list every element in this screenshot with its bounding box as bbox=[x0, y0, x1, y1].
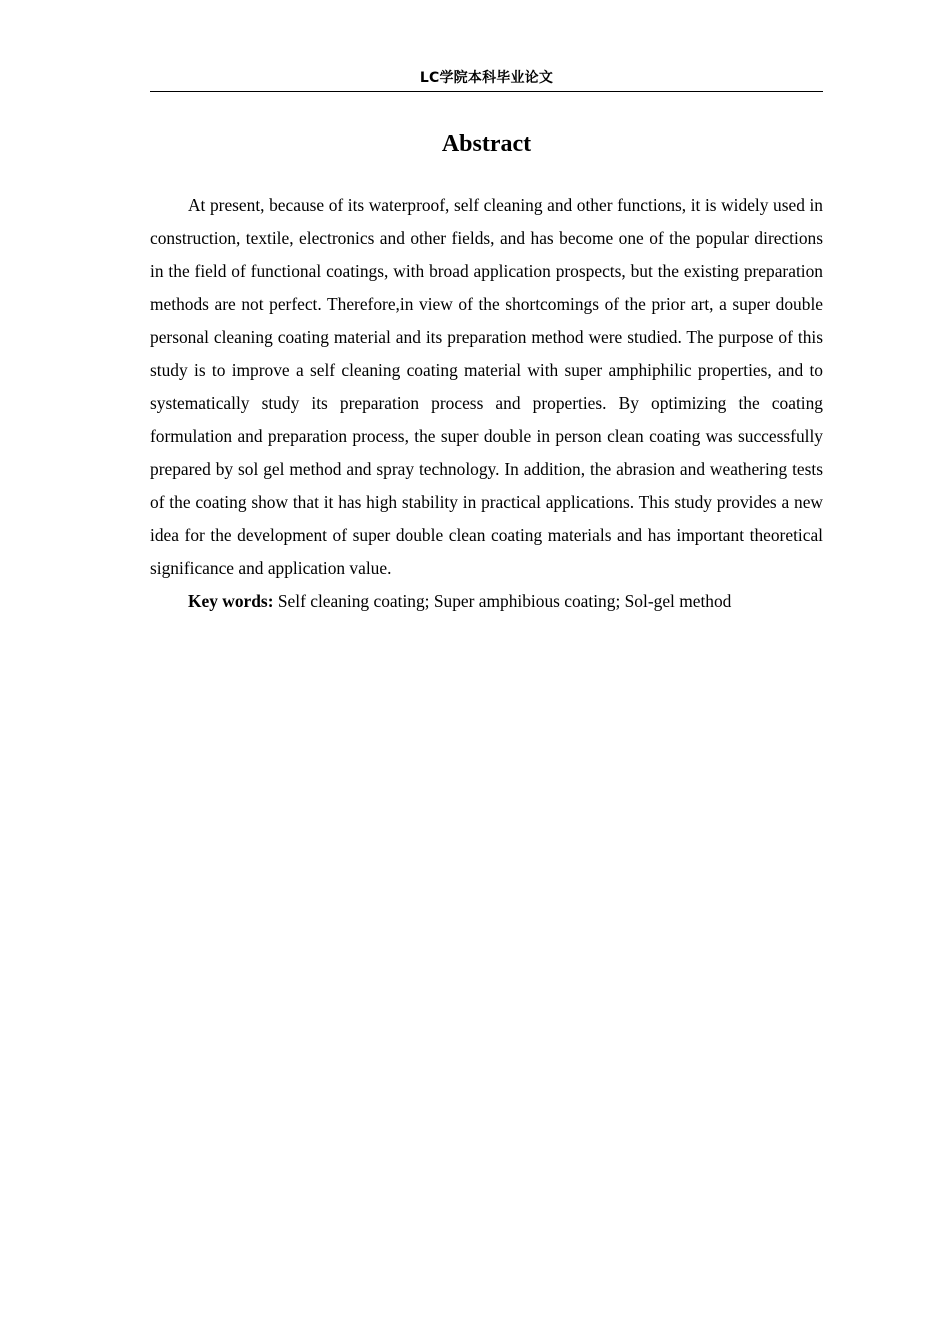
keywords-text: Self cleaning coating; Super amphibious coating; Sol-gel method bbox=[277, 591, 732, 611]
running-header: LC学院本科毕业论文 bbox=[419, 70, 554, 86]
keywords-line bbox=[150, 585, 823, 618]
keywords-label: Key words: bbox=[188, 591, 274, 611]
header-divider bbox=[150, 91, 823, 92]
abstract-section bbox=[150, 189, 823, 618]
abstract-paragraph: At present, because of its waterproof, self cleaning and other functions, it is widely used in construction, textile, electronics and other fields, and has become one of the popular directions in the field of functional coatings, with broad application prospects, but the existing preparation methods are not perfect. Therefore,in view of the shortcomings of the prior art, a super double personal cleaning coating material and its preparation method were studied. The purpose of this study is to improve a self cleaning coating material with super amphiphilic properties, and to systematically study its preparation process and properties. By optimizing the coating formulation and preparation process, the super double in person clean coating was successfully prepared by sol gel method and spray technology. In addition, the abrasion and weathering tests of the coating show that it has high stability in practical applications. This study provides a new idea for the development of super double clean coating materials and has important theoretical significance and application value. bbox=[150, 195, 823, 578]
abstract-heading: Abstract bbox=[441, 131, 532, 157]
